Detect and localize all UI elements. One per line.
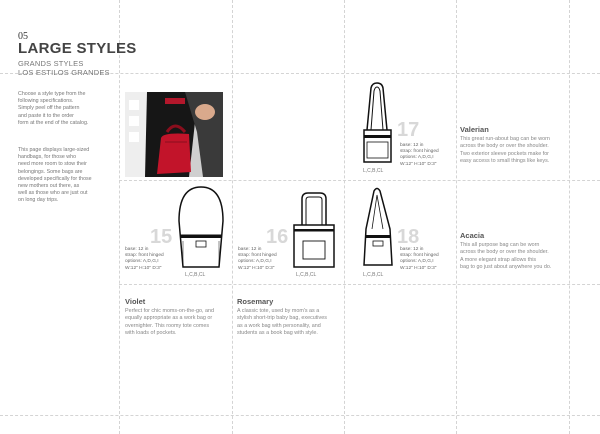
bag-18-description: This all purpose bag can be worn across the body or over the shoulder. A more elegant strap allows this bag to go just about anywhere you do. (460, 242, 552, 271)
product-photo (125, 92, 223, 177)
bag-15-description: Perfect for chic moms-on-the-go, and equally appropriate as a work bag or overnighter. This roomy tote comes with loads of pockets. (125, 308, 214, 337)
page-title: LARGE STYLES (18, 40, 137, 57)
grid-line (119, 180, 600, 181)
bag-17-description: This great run-about bag can be worn across the body or over the shoulder. Two exterior sleeve pockets make for easy access to small things like keys. (460, 136, 550, 165)
acacia-bag-icon (358, 185, 398, 269)
violet-bag-icon (175, 185, 227, 269)
page-number: 05 (18, 31, 28, 42)
grid-line (119, 284, 600, 285)
bag-18-spec: base: 12 in strap: front hinged options: A,D,G,I W:12" H:10" D:3" (400, 247, 439, 271)
intro-paragraph-2: This page displays large-sized handbags, for those who need more room to stow their belongings. Some bags are developed specifically for those new mothers out there, as well as those who are just out on long day trips. (18, 147, 92, 204)
bag-17-number: 17 (397, 119, 420, 141)
bag-15-spec: base: 12 in strap: front hinged options: A,D,G,I W:12" H:10" D:3" (125, 247, 164, 271)
grid-line (232, 0, 233, 434)
bag-15-codes: L,C,B,CL (185, 272, 206, 278)
bag-17-name: Valerian (460, 125, 489, 134)
bag-17-codes: L,C,B,CL (363, 168, 384, 174)
bag-16-name: Rosemary (237, 297, 274, 306)
bag-18-codes: L,C,B,CL (363, 272, 384, 278)
subtitle-french: GRANDS STYLES (18, 59, 84, 68)
intro-paragraph-1: Choose a style type from the following specifications. Simply peel off the pattern and paste it to the order form at the end of the catalog. (18, 91, 89, 126)
bag-18-name: Acacia (460, 231, 485, 240)
bag-17-spec: base: 12 in strap: front hinged options: A,D,G,I W:12" H:10" D:3" (400, 143, 439, 167)
bag-16-number: 16 (266, 226, 289, 248)
woman-with-red-bag-photo (125, 92, 223, 177)
grid-line (344, 0, 345, 434)
bag-15-number: 15 (150, 226, 173, 248)
bag-16-spec: base: 12 in strap: front hinged options: A,D,G,I W:12" H:10" D:3" (238, 247, 277, 271)
bag-15-name: Violet (125, 297, 146, 306)
subtitle-spanish: LOS ESTILOS GRANDES (18, 68, 110, 77)
bag-16-description: A classic tote, used by mom's as a stylish short-trip baby bag, executives as a work bag with personality, and students as a book bag with style. (237, 308, 327, 337)
bag-18-number: 18 (397, 226, 420, 248)
grid-line (569, 0, 570, 434)
bag-16-codes: L,C,B,CL (296, 272, 317, 278)
grid-line (456, 0, 457, 434)
grid-line (119, 0, 120, 434)
valerian-bag-icon (358, 82, 398, 166)
rosemary-bag-icon (292, 191, 336, 271)
grid-line (0, 415, 600, 416)
